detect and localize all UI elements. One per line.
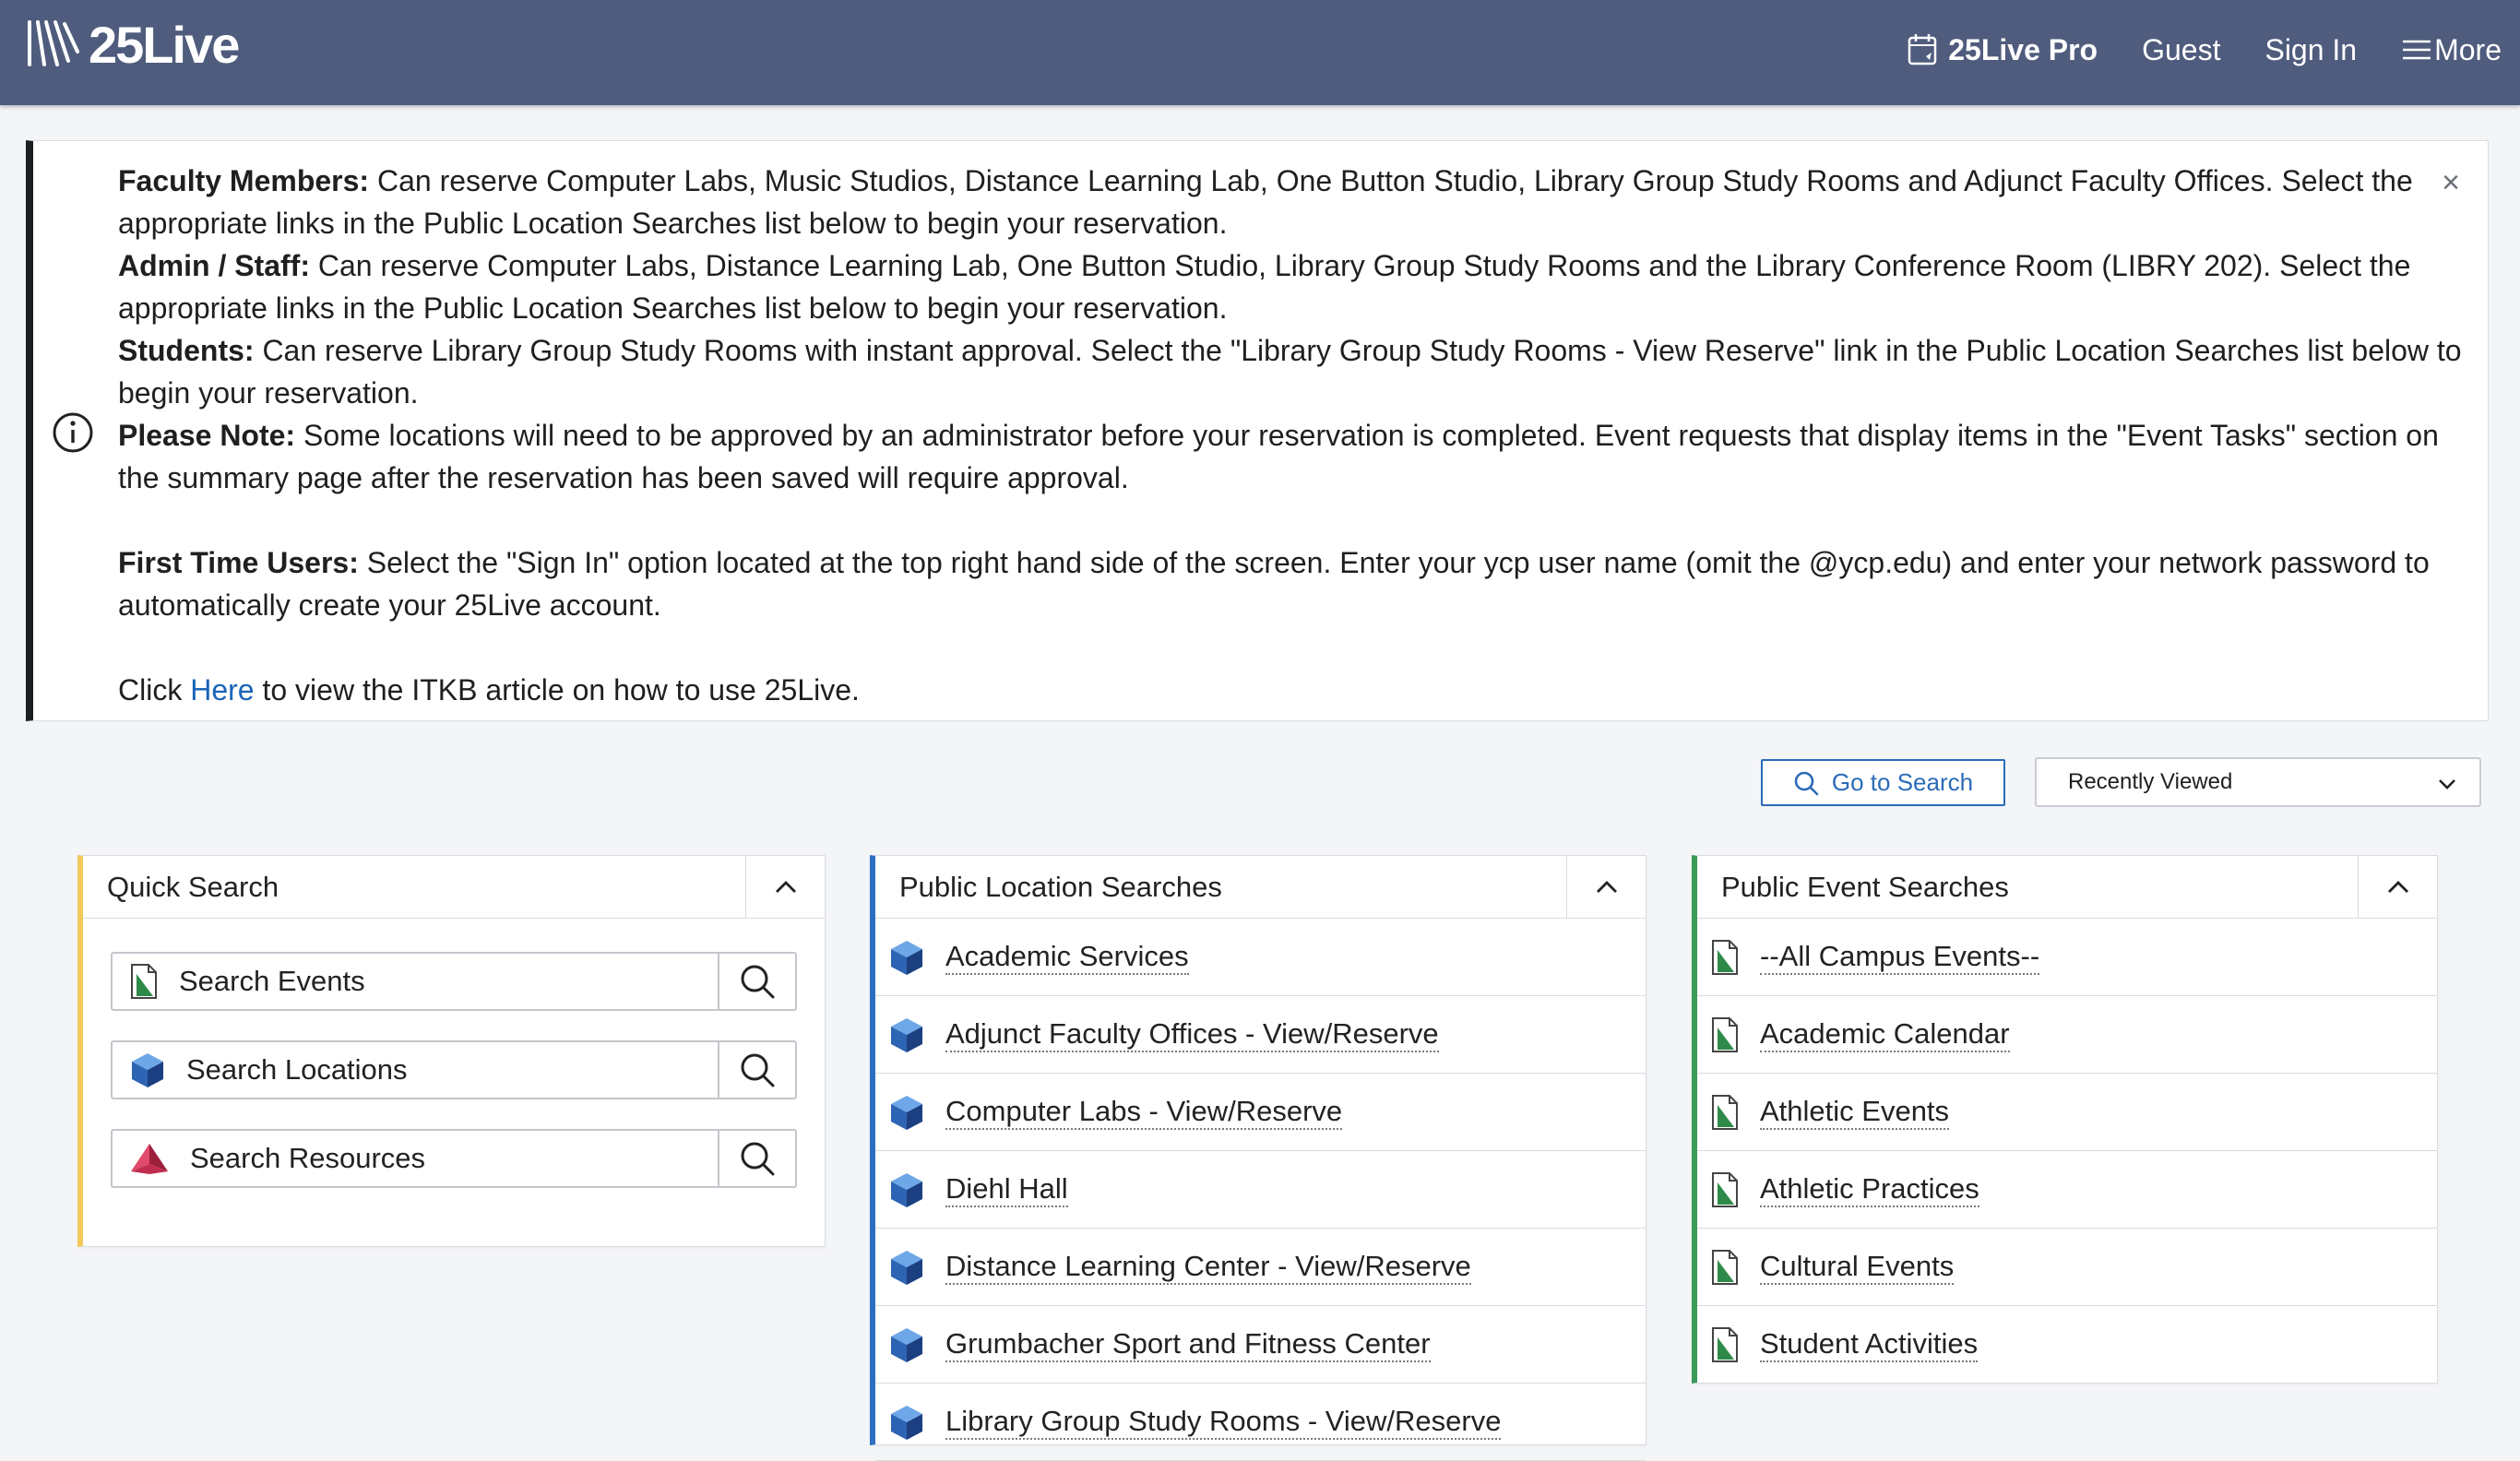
logo[interactable]	[26, 17, 238, 72]
event-doc-icon	[1710, 1094, 1740, 1131]
event-search-link[interactable]: --All Campus Events--	[1760, 940, 2039, 975]
faculty-paragraph	[118, 160, 2470, 244]
nav-more-menu[interactable]	[2401, 33, 2502, 67]
public-event-searches-title: Public Event Searches	[1721, 870, 2009, 903]
location-search-link[interactable]: Distance Learning Center - View/Reserve	[945, 1250, 1471, 1285]
event-search-list-item	[1697, 1151, 2437, 1229]
search-icon	[739, 1051, 776, 1088]
logo-text: 25Live	[89, 15, 239, 74]
nav-sign-in-label: Sign In	[2264, 32, 2358, 66]
event-search-list-item	[1697, 1229, 2437, 1306]
info-icon	[52, 411, 94, 458]
event-search-link[interactable]: Academic Calendar	[1760, 1017, 2010, 1052]
event-doc-icon	[1710, 1171, 1740, 1208]
location-cube-icon	[888, 939, 925, 976]
faculty-heading: Faculty Members:	[118, 164, 370, 197]
location-search-list-item	[875, 1151, 1646, 1229]
search-locations-label: Search Locations	[186, 1053, 408, 1086]
nav-25live-pro[interactable]	[1908, 32, 2098, 67]
location-search-link[interactable]: Grumbacher Sport and Fitness Center	[945, 1327, 1431, 1362]
search-events-button[interactable]	[719, 952, 797, 1011]
event-doc-icon	[1710, 939, 1740, 976]
location-cube-icon	[129, 1051, 166, 1088]
event-doc-icon	[1710, 1326, 1740, 1363]
chevron-up-icon	[2384, 873, 2412, 901]
search-icon	[1793, 770, 1819, 796]
hamburger-menu-icon	[2401, 37, 2432, 63]
event-search-link[interactable]: Student Activities	[1760, 1327, 1978, 1362]
search-icon	[739, 1140, 776, 1177]
go-to-search-button[interactable]	[1761, 759, 2005, 806]
note-text: Some locations will need to be approved by an administrator before your reservation is completed. Event requests that display items in the "Event Tasks" section on the summary page after the reservation has been saved will require approval.	[118, 419, 2439, 494]
location-search-link[interactable]: Adjunct Faculty Offices - View/Reserve	[945, 1017, 1439, 1052]
itkb-pre-text: Click	[118, 673, 191, 707]
event-search-list-item	[1697, 1306, 2437, 1384]
location-cube-icon	[888, 1326, 925, 1363]
search-resources-field[interactable]	[111, 1129, 719, 1188]
quick-search-header	[83, 856, 825, 919]
event-search-list-item	[1697, 996, 2437, 1074]
nav-sign-in[interactable]	[2264, 33, 2357, 67]
event-doc-icon	[129, 963, 159, 1000]
public-event-searches-card	[1692, 855, 2438, 1384]
public-event-searches-collapse-button[interactable]	[2358, 856, 2437, 919]
header-nav	[1863, 24, 2502, 76]
public-location-searches-card	[870, 855, 1646, 1445]
faculty-text: Can reserve Computer Labs, Music Studios, Distance Learning Lab, One Button Studio, Library Group Study Rooms and Adjunct Faculty Offices. Select the appropriate links in the Public Location Searches list below to begin your reservation.	[118, 164, 2413, 240]
go-to-search-label: Go to Search	[1831, 768, 1974, 796]
location-search-list-item	[875, 1306, 1646, 1384]
first-time-paragraph	[118, 541, 2470, 626]
location-cube-icon	[888, 1171, 925, 1208]
event-search-list-item	[1697, 1074, 2437, 1151]
location-search-link[interactable]: Library Group Study Rooms - View/Reserve	[945, 1405, 1501, 1440]
nav-guest-label: Guest	[2142, 32, 2221, 66]
public-event-searches-header	[1697, 856, 2437, 919]
search-events-label: Search Events	[179, 965, 365, 997]
location-cube-icon	[888, 1094, 925, 1131]
event-doc-icon	[1710, 1016, 1740, 1053]
search-resources-button[interactable]	[719, 1129, 797, 1188]
chevron-up-icon	[1593, 873, 1621, 901]
first-time-heading: First Time Users:	[118, 546, 359, 579]
calendar-icon	[1908, 32, 1939, 67]
location-cube-icon	[888, 1249, 925, 1286]
note-heading: Please Note:	[118, 419, 296, 452]
recently-viewed-value: Recently Viewed	[2068, 769, 2233, 794]
staff-text: Can reserve Computer Labs, Distance Learning Lab, One Button Studio, Library Group Study Rooms and the Library Conference Room (LIBRY 202). Select the appropriate links in the Public Location Searches list below to begin your reservation.	[118, 249, 2411, 325]
note-paragraph	[118, 414, 2470, 499]
close-icon[interactable]: ×	[2442, 165, 2460, 200]
recently-viewed-select[interactable]	[2035, 757, 2481, 807]
chevron-down-icon	[2435, 772, 2459, 796]
resource-gem-icon	[129, 1142, 170, 1175]
event-search-list-item	[1697, 919, 2437, 996]
first-time-text: Select the "Sign In" option located at the top right hand side of the screen. Enter your ycp user name (omit the @ycp.edu) and enter your network password to automatically create your 25Live account.	[118, 546, 2430, 622]
location-cube-icon	[888, 1016, 925, 1053]
quick-search-title: Quick Search	[107, 870, 279, 903]
itkb-post-text: to view the ITKB article on how to use 25Live.	[254, 673, 860, 707]
logo-rays-icon	[26, 18, 81, 70]
staff-heading: Admin / Staff:	[118, 249, 310, 282]
search-locations-button[interactable]	[719, 1040, 797, 1099]
public-location-searches-collapse-button[interactable]	[1566, 856, 1646, 919]
top-navigation-bar	[0, 0, 2520, 105]
quick-search-collapse-button[interactable]	[745, 856, 825, 919]
location-search-link[interactable]: Diehl Hall	[945, 1172, 1068, 1207]
search-events-field[interactable]	[111, 952, 719, 1011]
nav-guest[interactable]	[2142, 33, 2220, 67]
quick-search-resources-row	[111, 1129, 797, 1188]
quick-search-locations-row	[111, 1040, 797, 1099]
nav-more-label: More	[2434, 32, 2502, 66]
itkb-paragraph	[118, 669, 2470, 711]
nav-25live-pro-label: 25Live Pro	[1948, 32, 2098, 66]
public-location-searches-header	[875, 856, 1646, 919]
event-search-link[interactable]: Athletic Practices	[1760, 1172, 1979, 1207]
chevron-up-icon	[772, 873, 800, 901]
location-search-link[interactable]: Computer Labs - View/Reserve	[945, 1095, 1342, 1130]
location-search-list-item	[875, 919, 1646, 996]
event-doc-icon	[1710, 1249, 1740, 1286]
event-search-link[interactable]: Cultural Events	[1760, 1250, 1954, 1285]
public-location-searches-title: Public Location Searches	[899, 870, 1222, 903]
location-search-list-item	[875, 1229, 1646, 1306]
staff-paragraph	[118, 244, 2470, 329]
itkb-here-link[interactable]: Here	[190, 673, 255, 707]
location-search-list-item	[875, 996, 1646, 1074]
search-resources-label: Search Resources	[190, 1142, 426, 1174]
location-search-list-item	[875, 1074, 1646, 1151]
announcement-panel	[26, 140, 2489, 721]
event-search-link[interactable]: Athletic Events	[1760, 1095, 1949, 1130]
location-cube-icon	[888, 1404, 925, 1441]
quick-search-events-row	[111, 952, 797, 1011]
location-search-list-item	[875, 1384, 1646, 1461]
announcement-text	[118, 160, 2470, 711]
search-locations-field[interactable]	[111, 1040, 719, 1099]
students-heading: Students:	[118, 334, 255, 367]
students-text: Can reserve Library Group Study Rooms with instant approval. Select the "Library Group Study Rooms - View Reserve" link in the Public Location Searches list below to begin your reservation.	[118, 334, 2462, 410]
quick-search-card	[77, 855, 826, 1247]
location-search-link[interactable]: Academic Services	[945, 940, 1189, 975]
students-paragraph	[118, 329, 2470, 414]
search-icon	[739, 963, 776, 1000]
